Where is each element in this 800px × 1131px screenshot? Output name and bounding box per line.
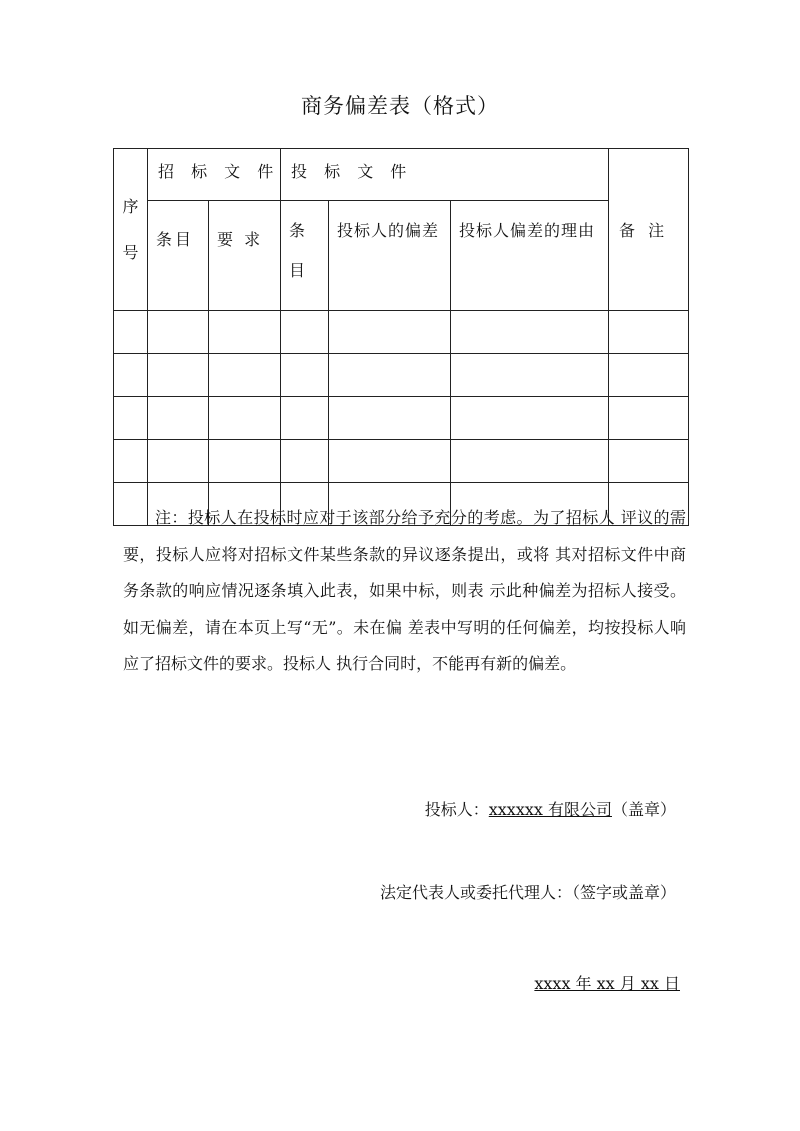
table-row xyxy=(114,311,689,354)
table-row xyxy=(114,440,689,483)
table-cell[interactable] xyxy=(148,311,209,354)
table-cell[interactable] xyxy=(281,440,329,483)
bidder-label: 投标人： xyxy=(424,800,489,819)
table-cell[interactable] xyxy=(451,397,609,440)
table-cell[interactable] xyxy=(281,311,329,354)
table-cell[interactable] xyxy=(329,440,451,483)
table-cell[interactable] xyxy=(114,440,148,483)
bidder-deviation-header: 投标人的偏差 xyxy=(329,201,451,311)
table-subheader-row xyxy=(114,201,689,311)
table-cell[interactable] xyxy=(281,354,329,397)
deviation-table xyxy=(113,148,689,526)
table-cell[interactable] xyxy=(148,440,209,483)
table-cell[interactable] xyxy=(209,354,281,397)
table-cell[interactable] xyxy=(451,311,609,354)
table-cell[interactable] xyxy=(329,354,451,397)
table-cell[interactable] xyxy=(451,354,609,397)
table-cell[interactable] xyxy=(609,354,689,397)
table-row xyxy=(114,354,689,397)
seq-header: 序号 xyxy=(114,149,148,311)
table-cell[interactable] xyxy=(209,311,281,354)
table-row xyxy=(114,397,689,440)
tender-doc-header: 招 标 文 件 xyxy=(148,149,281,201)
table-cell[interactable] xyxy=(148,354,209,397)
page-title: 商务偏差表（格式） xyxy=(301,94,499,118)
bid-item-header: 条目 xyxy=(281,201,329,311)
bidder-signature-line xyxy=(425,797,676,820)
date-line: xxxx 年 xx 月 xx 日 xyxy=(534,974,680,993)
table-cell[interactable] xyxy=(114,397,148,440)
tender-requirement-header: 要 求 xyxy=(209,201,281,311)
table-cell[interactable] xyxy=(209,440,281,483)
table-cell[interactable] xyxy=(329,311,451,354)
table-cell[interactable] xyxy=(209,397,281,440)
table-cell[interactable] xyxy=(609,440,689,483)
tender-item-header: 条目 xyxy=(148,201,209,311)
remarks-header: 备 注 xyxy=(609,149,689,311)
bidder-name: xxxxxx 有限公司 xyxy=(488,800,612,819)
table-cell[interactable] xyxy=(451,440,609,483)
representative-signature-line: 法定代表人或委托代理人：（签字或盖章） xyxy=(379,883,676,902)
table-cell[interactable] xyxy=(609,311,689,354)
deviation-reason-header: 投标人偏差的理由 xyxy=(451,201,609,311)
table-cell[interactable] xyxy=(329,397,451,440)
table-cell[interactable] xyxy=(281,397,329,440)
table-cell[interactable] xyxy=(609,397,689,440)
table-header-row xyxy=(114,149,689,201)
table-cell[interactable] xyxy=(148,397,209,440)
bidder-seal-note: （盖章） xyxy=(611,800,676,819)
table-cell[interactable] xyxy=(114,311,148,354)
note-paragraph: 注：投标人在投标时应对于该部分给予充分的考虑。为了招标人 评议的需要，投标人应将对招标文件某些条款的异议逐条提出，或将 其对招标文件中商务条款的响应情况逐条填入此表，如果中标，则表 示此种偏差为招标人接受。如无偏差，请在本页上写“无”。未在偏 差表中写明的任何偏差，均按投标人响应了招标文件的要求。投标人 执行合同时，不能再有新的偏差。 xyxy=(123,508,686,673)
bid-doc-header: 投 标 文 件 xyxy=(281,149,609,201)
table-cell[interactable] xyxy=(114,354,148,397)
